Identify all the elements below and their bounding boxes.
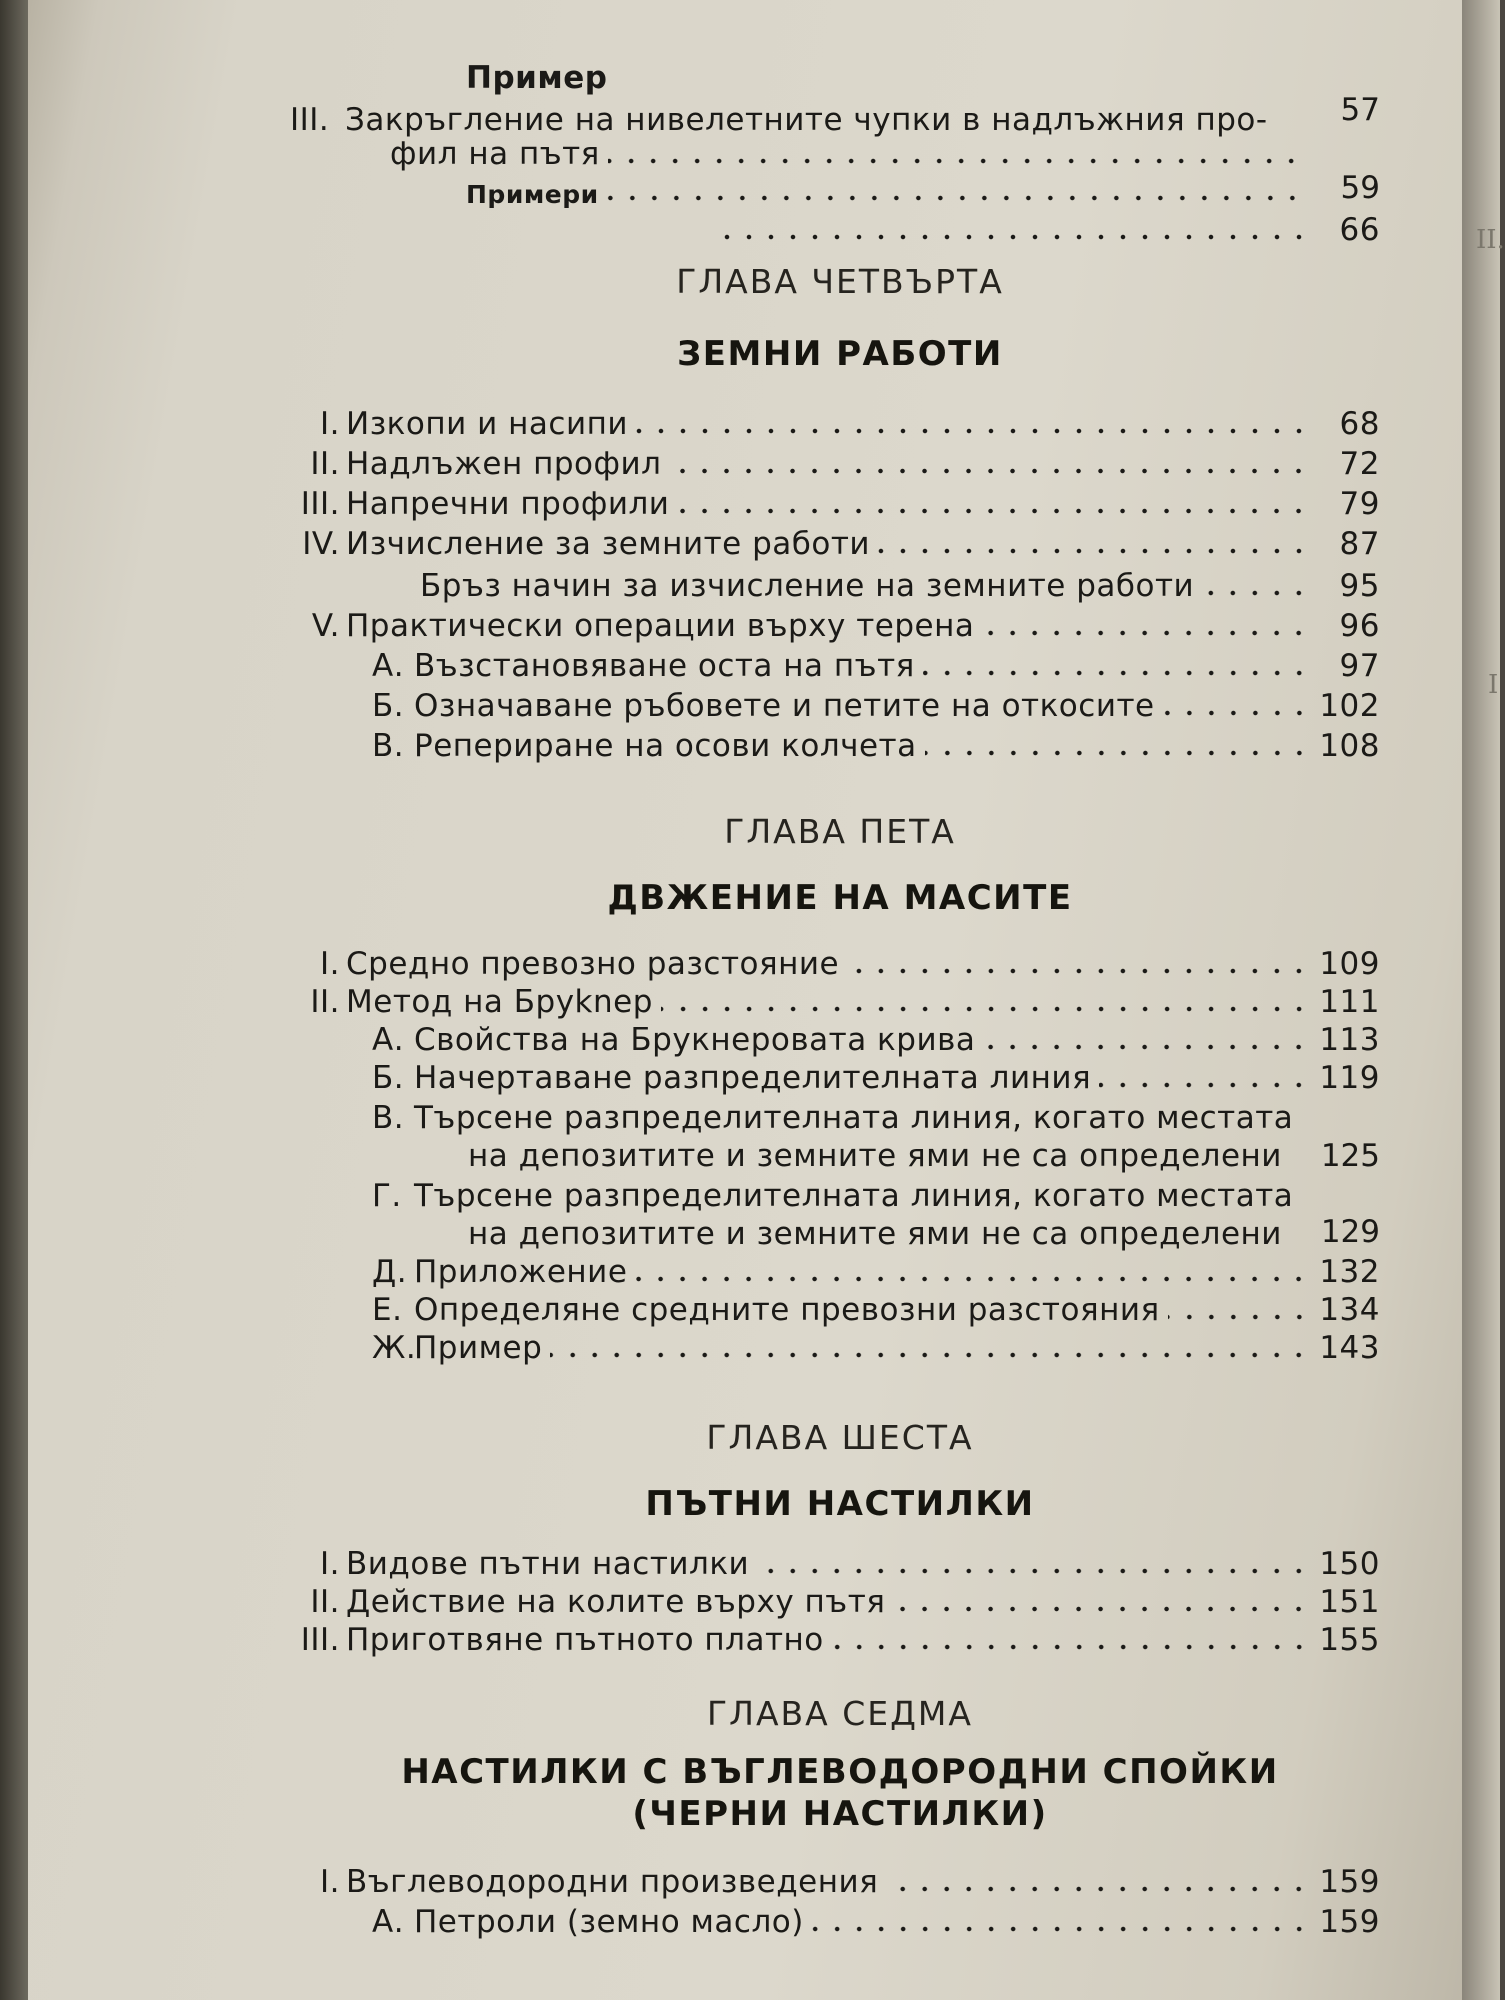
page-number: 66 [1339,212,1380,248]
chapter-heading: ГЛАВА ЧЕТВЪРТА [676,262,1004,301]
toc-label: Надлъжен профил [346,446,662,482]
chapter-title: ЗЕМНИ РАБОТИ [677,334,1003,374]
toc-row [280,1864,1380,1900]
toc-row [372,1022,1380,1058]
chapter-heading: ГЛАВА СЕДМА [707,1694,973,1733]
toc-number: I. [320,1864,340,1900]
dot-leader [607,195,1303,201]
toc-label: Приложение [414,1254,628,1290]
toc-number: III. [300,1622,340,1658]
chapter-subtitle: (ЧЕРНИ НАСТИЛКИ) [632,1794,1048,1834]
toc-label: Пример [414,1330,543,1366]
page-number: 57 [1340,92,1380,128]
toc-row [390,136,1310,172]
toc-row [280,486,1380,522]
toc-row [280,1584,1380,1620]
toc-number: Ж. [372,1330,417,1366]
toc-row [372,688,1380,724]
chapter-title: ПЪТНИ НАСТИЛКИ [645,1484,1035,1524]
toc-label: Въглеводородни произведения [346,1864,879,1900]
toc-number: В. [372,1100,405,1136]
toc-row [280,1546,1380,1582]
toc-number: А. [372,1904,405,1940]
toc-row [372,1292,1380,1328]
toc-label: Метод на Бруknер [346,984,653,1020]
page-number: 111 [1319,984,1380,1020]
toc-number: I. [320,946,340,982]
dot-leader [832,1644,1310,1650]
toc-label: Възстановяване оста на пътя [414,648,915,684]
toc-label: Петроли (земно масло) [414,1904,804,1940]
dot-leader [669,468,1310,474]
page-number: 79 [1339,486,1380,522]
page-number: 159 [1319,1904,1380,1940]
toc-label: Напречни профили [346,486,670,522]
dot-leader [886,1886,1310,1892]
toc-row [700,212,1380,248]
toc-label: Начертаване разпределителната линия [414,1060,1092,1096]
facing-page-mark: I [1488,670,1499,700]
toc-number: Г. [372,1178,402,1214]
toc-label: Означаване ръбовете и петите на откосите [414,688,1155,724]
toc-row [280,526,1380,562]
page-number: 96 [1339,608,1380,644]
example-label: Пример [466,60,608,96]
dot-leader [677,508,1310,514]
toc-row [280,608,1380,644]
toc-row [280,984,1380,1020]
page-number: 72 [1339,446,1380,482]
dot-leader [983,1044,1310,1050]
toc-row [280,446,1380,482]
toc-row [466,180,1311,209]
toc-number: I. [320,1546,340,1582]
toc-row [280,1622,1380,1658]
toc-label: Търсене разпределителната линия, когато местата [414,1100,1294,1136]
page-number: 68 [1339,406,1380,442]
page-number: 129 [1320,1214,1380,1250]
toc-row [280,946,1380,982]
toc-row [280,406,1380,442]
page-number: 59 [1340,170,1380,206]
toc-row [372,1060,1380,1096]
page-number: 155 [1319,1622,1380,1658]
page-number: 119 [1319,1060,1380,1096]
toc-label: Действие на колите върху пътя [346,1584,886,1620]
dot-leader [893,1606,1310,1612]
dot-leader [757,1568,1310,1574]
toc-label: Закръгление на нивелетните чупки в надлъжния про- [345,102,1268,138]
toc-number: IV. [302,526,340,562]
toc-label: Практически операции върху терена [346,608,975,644]
toc-label: Примери [466,180,599,209]
toc-number: Б. [372,1060,405,1096]
facing-page-mark: II. [1476,225,1505,255]
dot-leader [1099,1082,1310,1088]
page-number: 108 [1319,728,1380,764]
toc-number: III. [300,486,340,522]
toc-number: Е. [372,1292,403,1328]
toc-number: III. [290,102,330,138]
toc-row [372,1904,1380,1940]
dot-leader [635,1276,1310,1282]
toc-number: А. [372,1022,405,1058]
page-number: 95 [1339,568,1380,604]
toc-label: Средно превозно разстояние [346,946,840,982]
page-number: 125 [1320,1138,1380,1174]
page-number: 109 [1319,946,1380,982]
page-number: 150 [1319,1546,1380,1582]
dot-leader [636,428,1310,434]
toc-number: II. [310,446,340,482]
page-number: 132 [1319,1254,1380,1290]
toc-number: В. [372,728,405,764]
dot-leader [708,234,1310,240]
chapter-heading: ГЛАВА ПЕТА [724,812,956,851]
dot-leader [608,158,1302,164]
toc-number: Б. [372,688,405,724]
page-number: 97 [1339,648,1380,684]
toc-row [372,1330,1380,1366]
toc-label: Бръз начин за изчисление на земните работи [420,568,1195,604]
toc-label: Определяне средните превозни разстояния [414,1292,1160,1328]
toc-number: II. [310,984,340,1020]
dot-leader [550,1352,1310,1358]
toc-label: Видове пътни настилки [346,1546,750,1582]
toc-row [372,1254,1380,1290]
chapter-title: НАСТИЛКИ С ВЪГЛЕВОДОРОДНИ СПОЙКИ [401,1752,1279,1792]
toc-label: на депозитите и земните ями не са определени [468,1138,1282,1174]
toc-label: Свойства на Брукнеровата крива [414,1022,976,1058]
page-number: 159 [1319,1864,1380,1900]
page-number: 134 [1319,1292,1380,1328]
toc-label: Изкопи и насипи [346,406,629,442]
toc-label: Приготвяне пътното платно [346,1622,824,1658]
toc-label: на депозитите и земните ями не са определени [468,1216,1282,1252]
toc-row [420,568,1380,604]
toc-number: А. [372,648,405,684]
toc-number: I. [320,406,340,442]
dot-leader [982,630,1310,636]
dot-leader [1168,1314,1310,1320]
toc-row [372,648,1380,684]
page-number: 102 [1319,688,1380,724]
dot-leader [812,1926,1310,1932]
chapter-title: ДВЖЕНИЕ НА МАСИТЕ [607,878,1073,918]
page-number: 87 [1339,526,1380,562]
toc-label: Изчисление за земните работи [346,526,871,562]
toc-number: II. [310,1584,340,1620]
dot-leader [1202,590,1310,596]
page-number: 151 [1319,1584,1380,1620]
page-number: 113 [1319,1022,1380,1058]
toc-row [372,728,1380,764]
dot-leader [923,670,1310,676]
toc-number: Д. [372,1254,408,1290]
toc-label: Търсене разпределителната линия, когато местата [414,1178,1294,1214]
dot-leader [878,548,1310,554]
dot-leader [925,750,1310,756]
toc-number: V. [311,608,340,644]
chapter-heading: ГЛАВА ШЕСТА [706,1418,974,1457]
page-number: 143 [1319,1330,1380,1366]
dot-leader [847,968,1310,974]
dot-leader [661,1006,1310,1012]
dot-leader [1163,710,1310,716]
toc-label: Репериране на осови колчета [414,728,917,764]
toc-label: фил на пътя [390,136,600,172]
